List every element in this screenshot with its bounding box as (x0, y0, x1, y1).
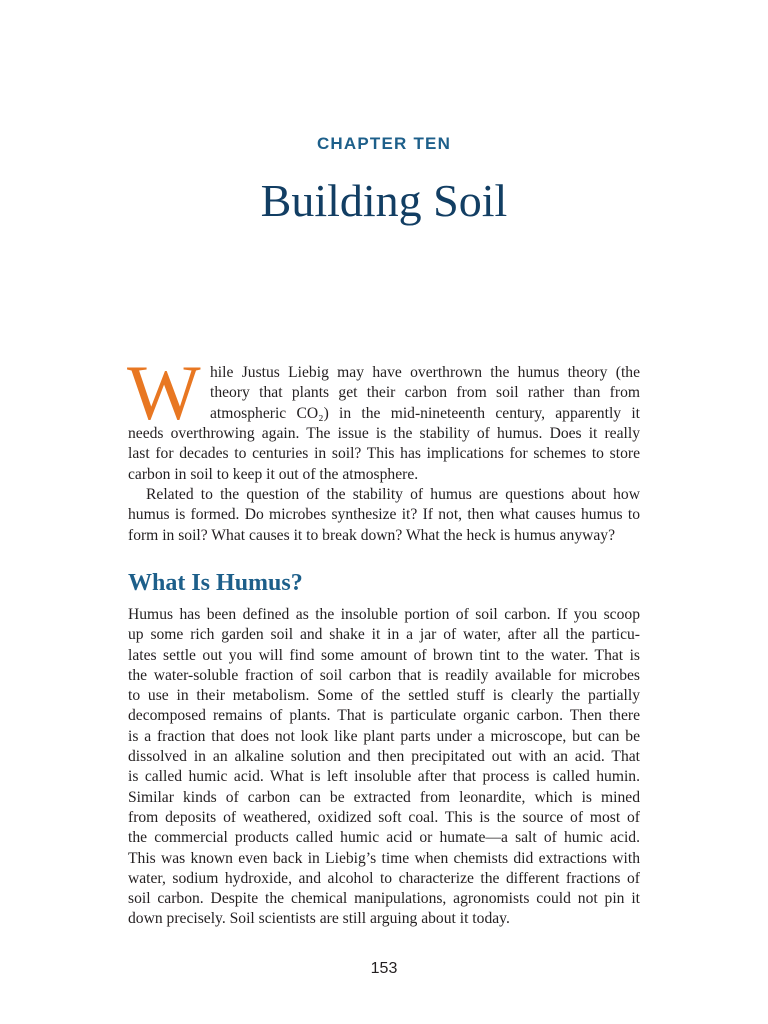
text-line: carbon in soil to keep it out of the atmosphere. (128, 465, 419, 483)
text-line: humus is formed. Do microbes synthesize it? If not, then what causes humus to (128, 506, 640, 524)
chapter-title: Building Soil (260, 175, 508, 226)
text-line: soil carbon. Despite the chemical manipulations, agronomists could not pin it (128, 890, 640, 908)
text-line: This was known even back in Liebig’s time when chemists did extractions with (128, 849, 640, 867)
text-line: form in soil? What causes it to break down? What the heck is humus anyway? (128, 526, 616, 544)
text-line: from deposits of weathered, oxidized soft coal. This is the source of most of (128, 808, 640, 826)
text-line: down precisely. Soil scientists are still arguing about it today. (128, 910, 510, 928)
intro-paragraph-2 (128, 485, 640, 546)
section-heading: What Is Humus? (128, 570, 303, 596)
text-line: decomposed remains of plants. That is particulate organic carbon. Then there (128, 707, 640, 725)
text-line: hile Justus Liebig may have overthrown the humus theory (the (210, 364, 640, 381)
text-line: last for decades to centuries in soil? This has implications for schemes to store (128, 445, 640, 463)
text-line: the water-soluble fraction of soil carbon that is readily available for microbes (128, 666, 640, 684)
text-line: is a fraction that does not look like plant parts under a microscope, but can be (128, 727, 640, 745)
text-line: to use in their metabolism. Some of the settled stuff is clearly the partially (128, 687, 640, 705)
page-number: 153 (370, 960, 398, 977)
text-line: atmospheric CO₂) in the mid-nineteenth century, apparently it (210, 404, 640, 422)
drop-cap: W (127, 349, 201, 436)
text-line: lates settle out you will find some amount of brown tint to the water. That is (128, 646, 640, 664)
text-line: the commercial products called humic acid or humate—a salt of humic acid. (128, 829, 640, 847)
text-line: needs overthrowing again. The issue is the stability of humus. Does it really (128, 425, 640, 442)
section-paragraph (128, 605, 640, 930)
text-line: Similar kinds of carbon can be extracted from leonardite, which is mined (128, 788, 640, 806)
text-line: theory that plants get their carbon from soil rather than from (210, 384, 640, 402)
intro-paragraph-1-continued (128, 424, 640, 485)
chapter-label: CHAPTER TEN (316, 134, 452, 153)
text-line: water, sodium hydroxide, and alcohol to characterize the different fractions of (128, 869, 640, 887)
text-line: Humus has been defined as the insoluble portion of soil carbon. If you scoop (128, 606, 640, 623)
text-line: Related to the question of the stability of humus are questions about how (146, 486, 640, 503)
text-line: is called humic acid. What is left insoluble after that process is called humin. (128, 768, 640, 786)
text-line: dissolved in an alkaline solution and then precipitated out with an acid. That (128, 748, 640, 766)
text-line: up some rich garden soil and shake it in a jar of water, after all the particu- (128, 626, 640, 644)
